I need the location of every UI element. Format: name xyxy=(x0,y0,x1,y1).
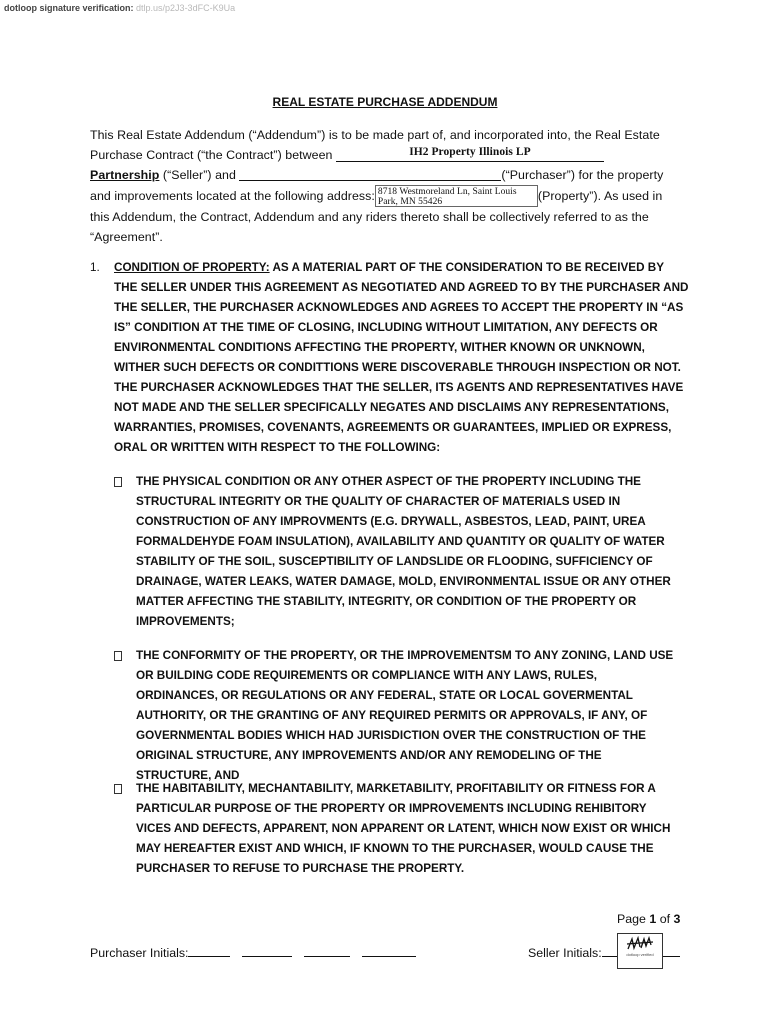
intro-line-4 xyxy=(90,185,680,207)
purchaser-initials xyxy=(90,944,428,960)
bullet-text: THE CONFORMITY OF THE PROPERTY, OR THE IMPROVEMENTSM TO ANY ZONING, LAND USE OR BUILDING CODE REQUIREMENTS OR COMPLIANCE WITH ANY LAWS, RULES, ORDINANCES, OR REGULATIONS OR ANY FEDERAL, STATE OR LOCAL GOVERMENTAL AUTHORITY, OR THE GRANTING OF ANY REQUIRED PERMITS OR APPROVALS, IF ANY, OF GOVERNMENTAL BODIES WHICH HAD JURISDICTION OVER THE CONSTRUCTION OF THE ORIGINAL STRUCTURE, ANY IMPROVEMENTS AND/OR ANY REMODELING OF THE STRUCTURE, AND xyxy=(136,649,674,782)
intro-line-5: this Addendum, the Contract, Addendum and any riders thereto shall be collectively referred to as the xyxy=(90,210,649,224)
intro-line-2-text: Purchase Contract (“the Contract”) between xyxy=(90,148,336,162)
bullet-conformity xyxy=(114,646,679,786)
intro-line-3 xyxy=(90,165,680,185)
page-of: of xyxy=(656,912,674,926)
bullet-text: THE HABITABILITY, MECHANTABILITY, MARKETABILITY, PROFITABILITY OR FITNESS FOR A PARTICULAR PURPOSE OF THE PROPERTY OR IMPROVEMENTS INCLUDING REHIBITORY VICES AND DEFECTS, APPARENT, NON APPARENT OR LATENT, WHICH NOW EXIST OR WHICH MAY HEREAFTER EXIST AND WHICH, IF KNOWN TO THE PURCHASER, WOULD CAUSE THE PURCHASER TO REFUSE TO PURCHASE THE PROPERTY. xyxy=(136,782,671,875)
section-heading: CONDITION OF PROPERTY: xyxy=(114,261,270,274)
bullet-text: THE PHYSICAL CONDITION OR ANY OTHER ASPECT OF THE PROPERTY INCLUDING THE STRUCTURAL INTEGRITY OR THE QUALITY OF CHARACTER OF MATERIALS USED IN CONSTRUCTION OF ANY IMPROVMENTS (E.G. DRYWALL, ASBESTOS, LEAD, PAINT, UREA FORMALDEHYDE FOAM INSULATION), AVAILABILITY AND QUANTITY OR QUALITY OF WATER STABILITY OF THE SOIL, SUSCEPTIBILITY OF LANDSLIDE OR FLOODING, SUFFICIENCY OF DRAINAGE, WATER LEAKS, WATER DAMAGE, MOLD, ENVIRONMENTAL ISSUE OR ANY OTHER MATTER AFFECTING THE STABILITY, INTEGRITY, OR CONDITION OF THE PROPERTY OR IMPROVEMENTS; xyxy=(136,475,671,628)
purchaser-initials-field-4[interactable] xyxy=(362,944,416,957)
seller-label-text: (“Seller”) and xyxy=(159,168,240,182)
intro-line-6: “Agreement”. xyxy=(90,230,163,244)
seller-name-field[interactable] xyxy=(336,148,604,162)
purchaser-name-field[interactable] xyxy=(239,167,501,181)
page-current: 1 xyxy=(649,912,657,926)
bullet-physical-condition xyxy=(114,472,679,632)
property-address-field[interactable]: 8718 Westmoreland Ln, Saint Louis Park, MN 55426 xyxy=(375,185,538,207)
page-prefix: Page xyxy=(617,912,650,926)
property-label-text: (Property”). As used in xyxy=(537,189,663,203)
checkbox-icon xyxy=(114,651,122,661)
section-number: 1. xyxy=(90,261,100,274)
section-body xyxy=(114,258,690,458)
intro-paragraph xyxy=(90,125,680,247)
purchaser-initials-field-3[interactable] xyxy=(304,944,350,957)
page-number xyxy=(617,912,680,926)
intro-line-1: This Real Estate Addendum (“Addendum”) is to be made part of, and incorporated into, the Real Estate xyxy=(90,128,660,142)
purchaser-initials-field-2[interactable] xyxy=(242,944,292,957)
bullet-habitability xyxy=(114,779,679,879)
address-label: and improvements located at the following address: xyxy=(90,189,375,203)
verification-label: dotloop signature verification: xyxy=(4,3,134,13)
purchaser-label-text: (“Purchaser”) for the property xyxy=(501,168,664,182)
checkbox-icon xyxy=(114,477,122,487)
signature-verification xyxy=(4,3,235,13)
seller-name-value: IH2 Property Illinois LP xyxy=(409,146,531,158)
purchaser-initials-field-1[interactable] xyxy=(188,944,230,957)
section-condition-of-property xyxy=(90,258,690,458)
purchaser-initials-label: Purchaser Initials: xyxy=(90,946,189,960)
partnership-label: Partnership xyxy=(90,168,160,182)
page-total: 3 xyxy=(673,912,681,926)
document-title: REAL ESTATE PURCHASE ADDENDUM xyxy=(272,95,498,109)
stamp-line-1: dotloop verified xyxy=(626,952,654,957)
seller-initials-signature-stamp[interactable] xyxy=(617,933,663,969)
seller-initials-label: Seller Initials: xyxy=(528,946,602,960)
handwritten-initials-icon xyxy=(625,936,655,952)
intro-line-2 xyxy=(90,145,680,165)
checkbox-icon xyxy=(114,784,122,794)
section-text: AS A MATERIAL PART OF THE CONSIDERATION TO BE RECEIVED BY THE SELLER UNDER THIS AGREEMENT AS NEGOTIATED AND AGREED TO BY THE PURCHASER AND THE SELLER, THE PURCHASER ACKNOWLEDGES AND AGREES TO ACCEPT THE PROPERTY IN “AS IS” CONDITION AT THE TIME OF CLOSING, INCLUDING WITHOUT LIMITATION, ANY DEFECTS OR ENVIRONMENTAL CONDITIONS AFFECTING THE PROPERTY, WITHER KNOWN OR UNKNOWN, WITHER SUCH DEFECTS OR CONDITTIONS WERE DISCOVERABLE THROUGH INSPECTION OR NOT. THE PURCHASER ACKNOWLEDGES THAT THE SELLER, ITS AGENTS AND REPRESENTATIVES HAVE NOT MADE AND THE SELLER SPECIFICALLY NEGATES AND DISCLAIMS ANY REPRESENTATIONS, WARRANTIES, PROMISES, COVENANTS, AGREEMENTS OR GUARANTEES, IMPLIED OR EXPRESS, ORAL OR WRITTEN WITH RESPECT TO THE FOLLOWING: xyxy=(114,261,689,454)
verification-link[interactable]: dtlp.us/p2J3-3dFC-K9Ua xyxy=(136,3,236,13)
